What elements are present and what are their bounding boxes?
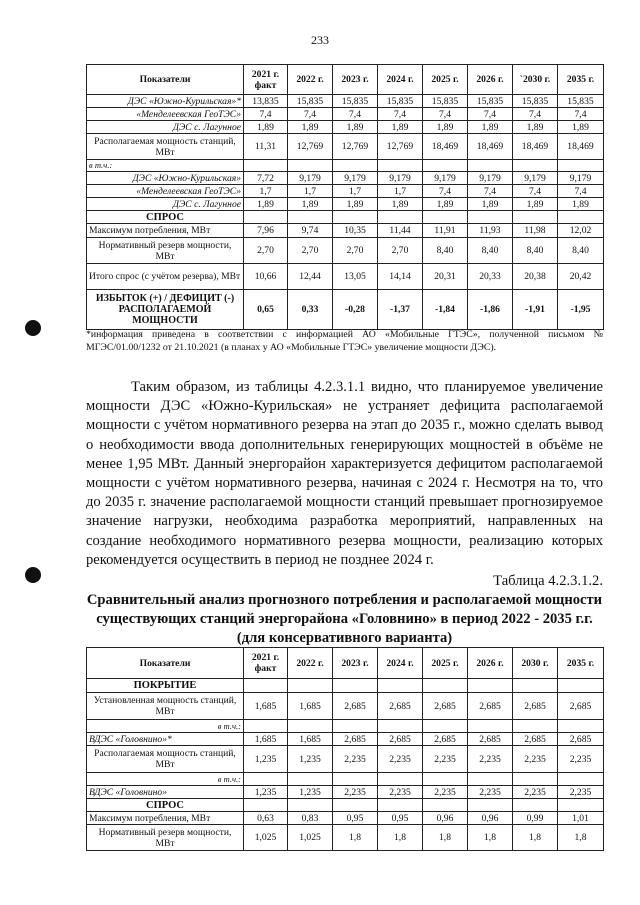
cell: 2,685: [333, 693, 378, 720]
column-header: 2025 г.: [423, 65, 468, 95]
cell: 1,235: [244, 786, 288, 799]
cell: 1,89: [288, 198, 333, 211]
cell: 9,179: [468, 172, 513, 185]
cell: 2,685: [558, 733, 604, 746]
cell: 1,89: [468, 121, 513, 134]
cell: 1,89: [244, 198, 288, 211]
row-label: «Менделеевская ГеоТЭС»: [87, 108, 244, 121]
cell: 1,7: [333, 185, 378, 198]
cell: 0,99: [513, 812, 558, 825]
cell: 15,835: [423, 95, 468, 108]
column-header: 2021 г. факт: [244, 65, 288, 95]
row-label: в т.ч.:: [87, 773, 244, 786]
cell: [378, 679, 423, 693]
row-label: в т.ч.:: [87, 720, 244, 733]
cell: 1,89: [423, 198, 468, 211]
table-1: [86, 64, 604, 330]
cell: 2,235: [468, 786, 513, 799]
cell: 1,89: [333, 121, 378, 134]
table-row: [87, 733, 604, 746]
cell: 2,235: [558, 746, 604, 773]
cell: [513, 720, 558, 733]
cell: 1,7: [378, 185, 423, 198]
row-label: ВДЭС «Головнино»*: [87, 733, 244, 746]
cell: 1,89: [468, 198, 513, 211]
cell: 15,835: [333, 95, 378, 108]
table-row: [87, 224, 604, 238]
cell: 1,685: [244, 733, 288, 746]
cell: [244, 799, 288, 812]
cell: -1,95: [558, 290, 604, 330]
cell: 2,685: [423, 733, 468, 746]
cell: 18,469: [558, 134, 604, 160]
cell: 12,769: [378, 134, 423, 160]
table-header-row: [87, 648, 604, 679]
cell: 15,835: [378, 95, 423, 108]
row-label: Итого спрос (с учётом резерва), МВт: [87, 264, 244, 290]
table-row: [87, 746, 604, 773]
row-label: «Менделеевская ГеоТЭС»: [87, 185, 244, 198]
cell: [513, 160, 558, 172]
cell: 2,685: [333, 733, 378, 746]
table-row: [87, 95, 604, 108]
cell: [423, 211, 468, 224]
cell: 11,98: [513, 224, 558, 238]
cell: 9,179: [558, 172, 604, 185]
cell: 2,70: [244, 238, 288, 264]
cell: 2,70: [333, 238, 378, 264]
cell: 12,769: [288, 134, 333, 160]
cell: [513, 211, 558, 224]
cell: 1,8: [513, 825, 558, 851]
cell: 9,179: [333, 172, 378, 185]
table-row: [87, 812, 604, 825]
cell: 1,89: [513, 198, 558, 211]
cell: 11,44: [378, 224, 423, 238]
cell: [333, 679, 378, 693]
section-label: СПРОС: [87, 211, 244, 224]
table-row: [87, 160, 604, 172]
table-caption: Таблица 4.2.3.1.2.: [493, 573, 603, 589]
table-row: [87, 825, 604, 851]
cell: 7,4: [468, 108, 513, 121]
row-label: в т.ч.:: [87, 160, 244, 172]
row-label: ДЭС с. Лагунное: [87, 198, 244, 211]
row-label: ДЭС с. Лагунное: [87, 121, 244, 134]
cell: 20,31: [423, 264, 468, 290]
cell: 7,4: [513, 185, 558, 198]
cell: 0,83: [288, 812, 333, 825]
cell: 1,01: [558, 812, 604, 825]
table-row: [87, 693, 604, 720]
cell: 1,8: [378, 825, 423, 851]
cell: [558, 211, 604, 224]
cell: 0,95: [378, 812, 423, 825]
cell: 2,70: [378, 238, 423, 264]
cell: 18,469: [513, 134, 558, 160]
cell: -1,37: [378, 290, 423, 330]
cell: [423, 773, 468, 786]
table-row: [87, 786, 604, 799]
cell: [513, 773, 558, 786]
cell: [468, 799, 513, 812]
cell: 0,95: [333, 812, 378, 825]
cell: [288, 211, 333, 224]
table-row: [87, 108, 604, 121]
cell: 1,89: [378, 121, 423, 134]
cell: [288, 160, 333, 172]
cell: 18,469: [423, 134, 468, 160]
cell: 0,96: [423, 812, 468, 825]
cell: [288, 679, 333, 693]
column-header: Показатели: [87, 65, 244, 95]
table-row: [87, 185, 604, 198]
cell: 1,8: [468, 825, 513, 851]
cell: 1,235: [288, 786, 333, 799]
cell: 1,685: [288, 693, 333, 720]
cell: 1,89: [378, 198, 423, 211]
table-row: [87, 773, 604, 786]
section-row: [87, 679, 604, 693]
cell: -1,91: [513, 290, 558, 330]
table-row: [87, 172, 604, 185]
cell: 12,02: [558, 224, 604, 238]
cell: 1,7: [244, 185, 288, 198]
table-row: [87, 198, 604, 211]
cell: 15,835: [288, 95, 333, 108]
table-row: [87, 134, 604, 160]
cell: [333, 211, 378, 224]
row-label: Располагаемая мощность станций, МВт: [87, 134, 244, 160]
cell: 1,8: [558, 825, 604, 851]
cell: [288, 720, 333, 733]
cell: 18,469: [468, 134, 513, 160]
cell: 1,025: [288, 825, 333, 851]
cell: 1,89: [333, 198, 378, 211]
cell: [333, 799, 378, 812]
cell: 9,179: [378, 172, 423, 185]
row-label: Установленная мощность станций, МВт: [87, 693, 244, 720]
column-header: 2025 г.: [423, 648, 468, 679]
table-row: [87, 238, 604, 264]
cell: 7,4: [468, 185, 513, 198]
binder-hole-icon: [25, 320, 41, 336]
cell: [423, 679, 468, 693]
cell: 0,33: [288, 290, 333, 330]
cell: 15,835: [513, 95, 558, 108]
cell: 20,42: [558, 264, 604, 290]
row-label: ДЭС «Южно-Курильская»*: [87, 95, 244, 108]
table-title: Сравнительный анализ прогнозного потребления и располагаемой мощности существующих станций энергорайона «Головнино» в период 2022 - 2035 г.г. (для консервативного варианта): [86, 592, 603, 646]
cell: 20,38: [513, 264, 558, 290]
cell: 15,835: [558, 95, 604, 108]
cell: 2,235: [468, 746, 513, 773]
cell: 2,685: [378, 733, 423, 746]
cell: [468, 211, 513, 224]
section-label: СПРОС: [87, 799, 244, 812]
cell: 11,93: [468, 224, 513, 238]
cell: [468, 773, 513, 786]
cell: 1,89: [513, 121, 558, 134]
cell: [558, 679, 604, 693]
cell: [423, 720, 468, 733]
cell: 2,685: [468, 693, 513, 720]
cell: [558, 160, 604, 172]
cell: 1,89: [558, 121, 604, 134]
cell: [468, 720, 513, 733]
cell: [244, 720, 288, 733]
cell: [468, 679, 513, 693]
cell: 9,74: [288, 224, 333, 238]
section-row: [87, 799, 604, 812]
row-label: ИЗБЫТОК (+) / ДЕФИЦИТ (-) РАСПОЛАГАЕМОЙ МОЩНОСТИ: [87, 290, 244, 330]
page-number: 233: [311, 33, 329, 47]
cell: 2,685: [558, 693, 604, 720]
cell: 2,70: [288, 238, 333, 264]
column-header: 2030 г.: [513, 648, 558, 679]
cell: 2,235: [333, 786, 378, 799]
cell: 1,89: [558, 198, 604, 211]
cell: 7,4: [378, 108, 423, 121]
cell: 0,96: [468, 812, 513, 825]
cell: 1,235: [288, 746, 333, 773]
cell: 1,7: [288, 185, 333, 198]
cell: -1,84: [423, 290, 468, 330]
cell: 14,14: [378, 264, 423, 290]
row-label: Располагаемая мощность станций, МВт: [87, 746, 244, 773]
cell: [378, 720, 423, 733]
column-header: 2023 г.: [333, 648, 378, 679]
cell: 8,40: [558, 238, 604, 264]
cell: 2,235: [378, 786, 423, 799]
column-header: 2023 г.: [333, 65, 378, 95]
column-header: 2026 г.: [468, 648, 513, 679]
cell: -1,86: [468, 290, 513, 330]
cell: [288, 773, 333, 786]
cell: 2,235: [558, 786, 604, 799]
cell: [244, 160, 288, 172]
cell: [378, 211, 423, 224]
cell: 1,89: [423, 121, 468, 134]
cell: 20,33: [468, 264, 513, 290]
cell: 1,89: [288, 121, 333, 134]
cell: [333, 773, 378, 786]
cell: 7,4: [333, 108, 378, 121]
cell: [513, 799, 558, 812]
cell: 0,65: [244, 290, 288, 330]
cell: [558, 773, 604, 786]
row-label: Максимум потребления, МВт: [87, 224, 244, 238]
cell: 1,025: [244, 825, 288, 851]
cell: 7,4: [423, 185, 468, 198]
cell: [378, 160, 423, 172]
column-header: 2024 г.: [378, 65, 423, 95]
cell: [513, 679, 558, 693]
cell: [333, 720, 378, 733]
cell: -0,28: [333, 290, 378, 330]
cell: 10,35: [333, 224, 378, 238]
cell: 15,835: [468, 95, 513, 108]
cell: 1,685: [288, 733, 333, 746]
table-row: [87, 720, 604, 733]
cell: 2,235: [333, 746, 378, 773]
cell: 1,235: [244, 746, 288, 773]
column-header: 2035 г.: [558, 65, 604, 95]
cell: 7,96: [244, 224, 288, 238]
cell: [423, 160, 468, 172]
cell: 11,91: [423, 224, 468, 238]
column-header: 2022 г.: [288, 648, 333, 679]
cell: [468, 160, 513, 172]
table-header-row: [87, 65, 604, 95]
cell: [378, 799, 423, 812]
cell: 7,4: [423, 108, 468, 121]
table-row: [87, 121, 604, 134]
cell: [288, 799, 333, 812]
row-label: ДЭС «Южно-Курильская»: [87, 172, 244, 185]
cell: 10,66: [244, 264, 288, 290]
cell: 2,235: [513, 786, 558, 799]
table-2: [86, 647, 604, 851]
cell: 9,179: [288, 172, 333, 185]
cell: 2,235: [378, 746, 423, 773]
body-paragraph: Таким образом, из таблицы 4.2.3.1.1 видно, что планируемое увеличение мощности ДЭС «Южно-Курильская» не устраняет дефицита располагаемой мощности с учётом нормативного резерва на этап до 2035 г., можно сделать вывод о необходимости ввода дополнительных генерирующих мощностей в объёме не менее 1,95 МВт. Данный энергорайон характеризуется дефицитом располагаемой мощности с учётом нормативного резерва, начиная с 2024 г. Несмотря на то, что до 2035 г. значение располагаемой мощности станций превышает прогнозируемое значение нагрузки, необходима разработка мероприятий, направленных на создание необходимого нормативного резерва мощности, реализацию которых рекомендуется осуществить в период не позднее 2024 г.: [86, 379, 603, 568]
cell: 2,685: [513, 733, 558, 746]
cell: 12,44: [288, 264, 333, 290]
cell: [244, 773, 288, 786]
cell: 7,4: [558, 108, 604, 121]
row-label: ВДЭС «Головнино»: [87, 786, 244, 799]
cell: [378, 773, 423, 786]
row-label: Нормативный резерв мощности, МВт: [87, 238, 244, 264]
cell: [333, 160, 378, 172]
cell: [244, 211, 288, 224]
cell: 1,8: [333, 825, 378, 851]
cell: 2,685: [378, 693, 423, 720]
deficit-row: [87, 290, 604, 330]
cell: 13,835: [244, 95, 288, 108]
column-header: 2035 г.: [558, 648, 604, 679]
column-header: 2026 г.: [468, 65, 513, 95]
cell: [423, 799, 468, 812]
cell: 2,235: [513, 746, 558, 773]
cell: 7,4: [513, 108, 558, 121]
column-header: Показатели: [87, 648, 244, 679]
column-header: 2022 г.: [288, 65, 333, 95]
column-header: `2030 г.: [513, 65, 558, 95]
cell: 9,179: [513, 172, 558, 185]
binder-hole-icon: [25, 567, 41, 583]
cell: 2,235: [423, 746, 468, 773]
cell: 1,8: [423, 825, 468, 851]
cell: 1,685: [244, 693, 288, 720]
cell: 7,72: [244, 172, 288, 185]
cell: 2,685: [468, 733, 513, 746]
row-label: Максимум потребления, МВт: [87, 812, 244, 825]
table-row: [87, 264, 604, 290]
cell: 8,40: [423, 238, 468, 264]
cell: 7,4: [288, 108, 333, 121]
cell: 0,63: [244, 812, 288, 825]
cell: [244, 679, 288, 693]
cell: 9,179: [423, 172, 468, 185]
cell: 8,40: [513, 238, 558, 264]
row-label: Нормативный резерв мощности, МВт: [87, 825, 244, 851]
section-row: [87, 211, 604, 224]
footnote: *информация приведена в соответствии с информацией АО «Мобильные ГТЭС», полученной письмом № МГЭС/01.00/1232 от 21.10.2021 (в планах у АО «Мобильные ГТЭС» увеличение мощности ДЭС).: [86, 329, 603, 353]
cell: 11,31: [244, 134, 288, 160]
cell: 12,769: [333, 134, 378, 160]
section-label: ПОКРЫТИЕ: [87, 679, 244, 693]
cell: 13,05: [333, 264, 378, 290]
cell: 1,89: [244, 121, 288, 134]
cell: 8,40: [468, 238, 513, 264]
column-header: 2024 г.: [378, 648, 423, 679]
column-header: 2021 г. факт: [244, 648, 288, 679]
cell: 2,685: [423, 693, 468, 720]
cell: 2,685: [513, 693, 558, 720]
cell: 7,4: [244, 108, 288, 121]
cell: 2,235: [423, 786, 468, 799]
cell: [558, 799, 604, 812]
cell: 7,4: [558, 185, 604, 198]
cell: [558, 720, 604, 733]
